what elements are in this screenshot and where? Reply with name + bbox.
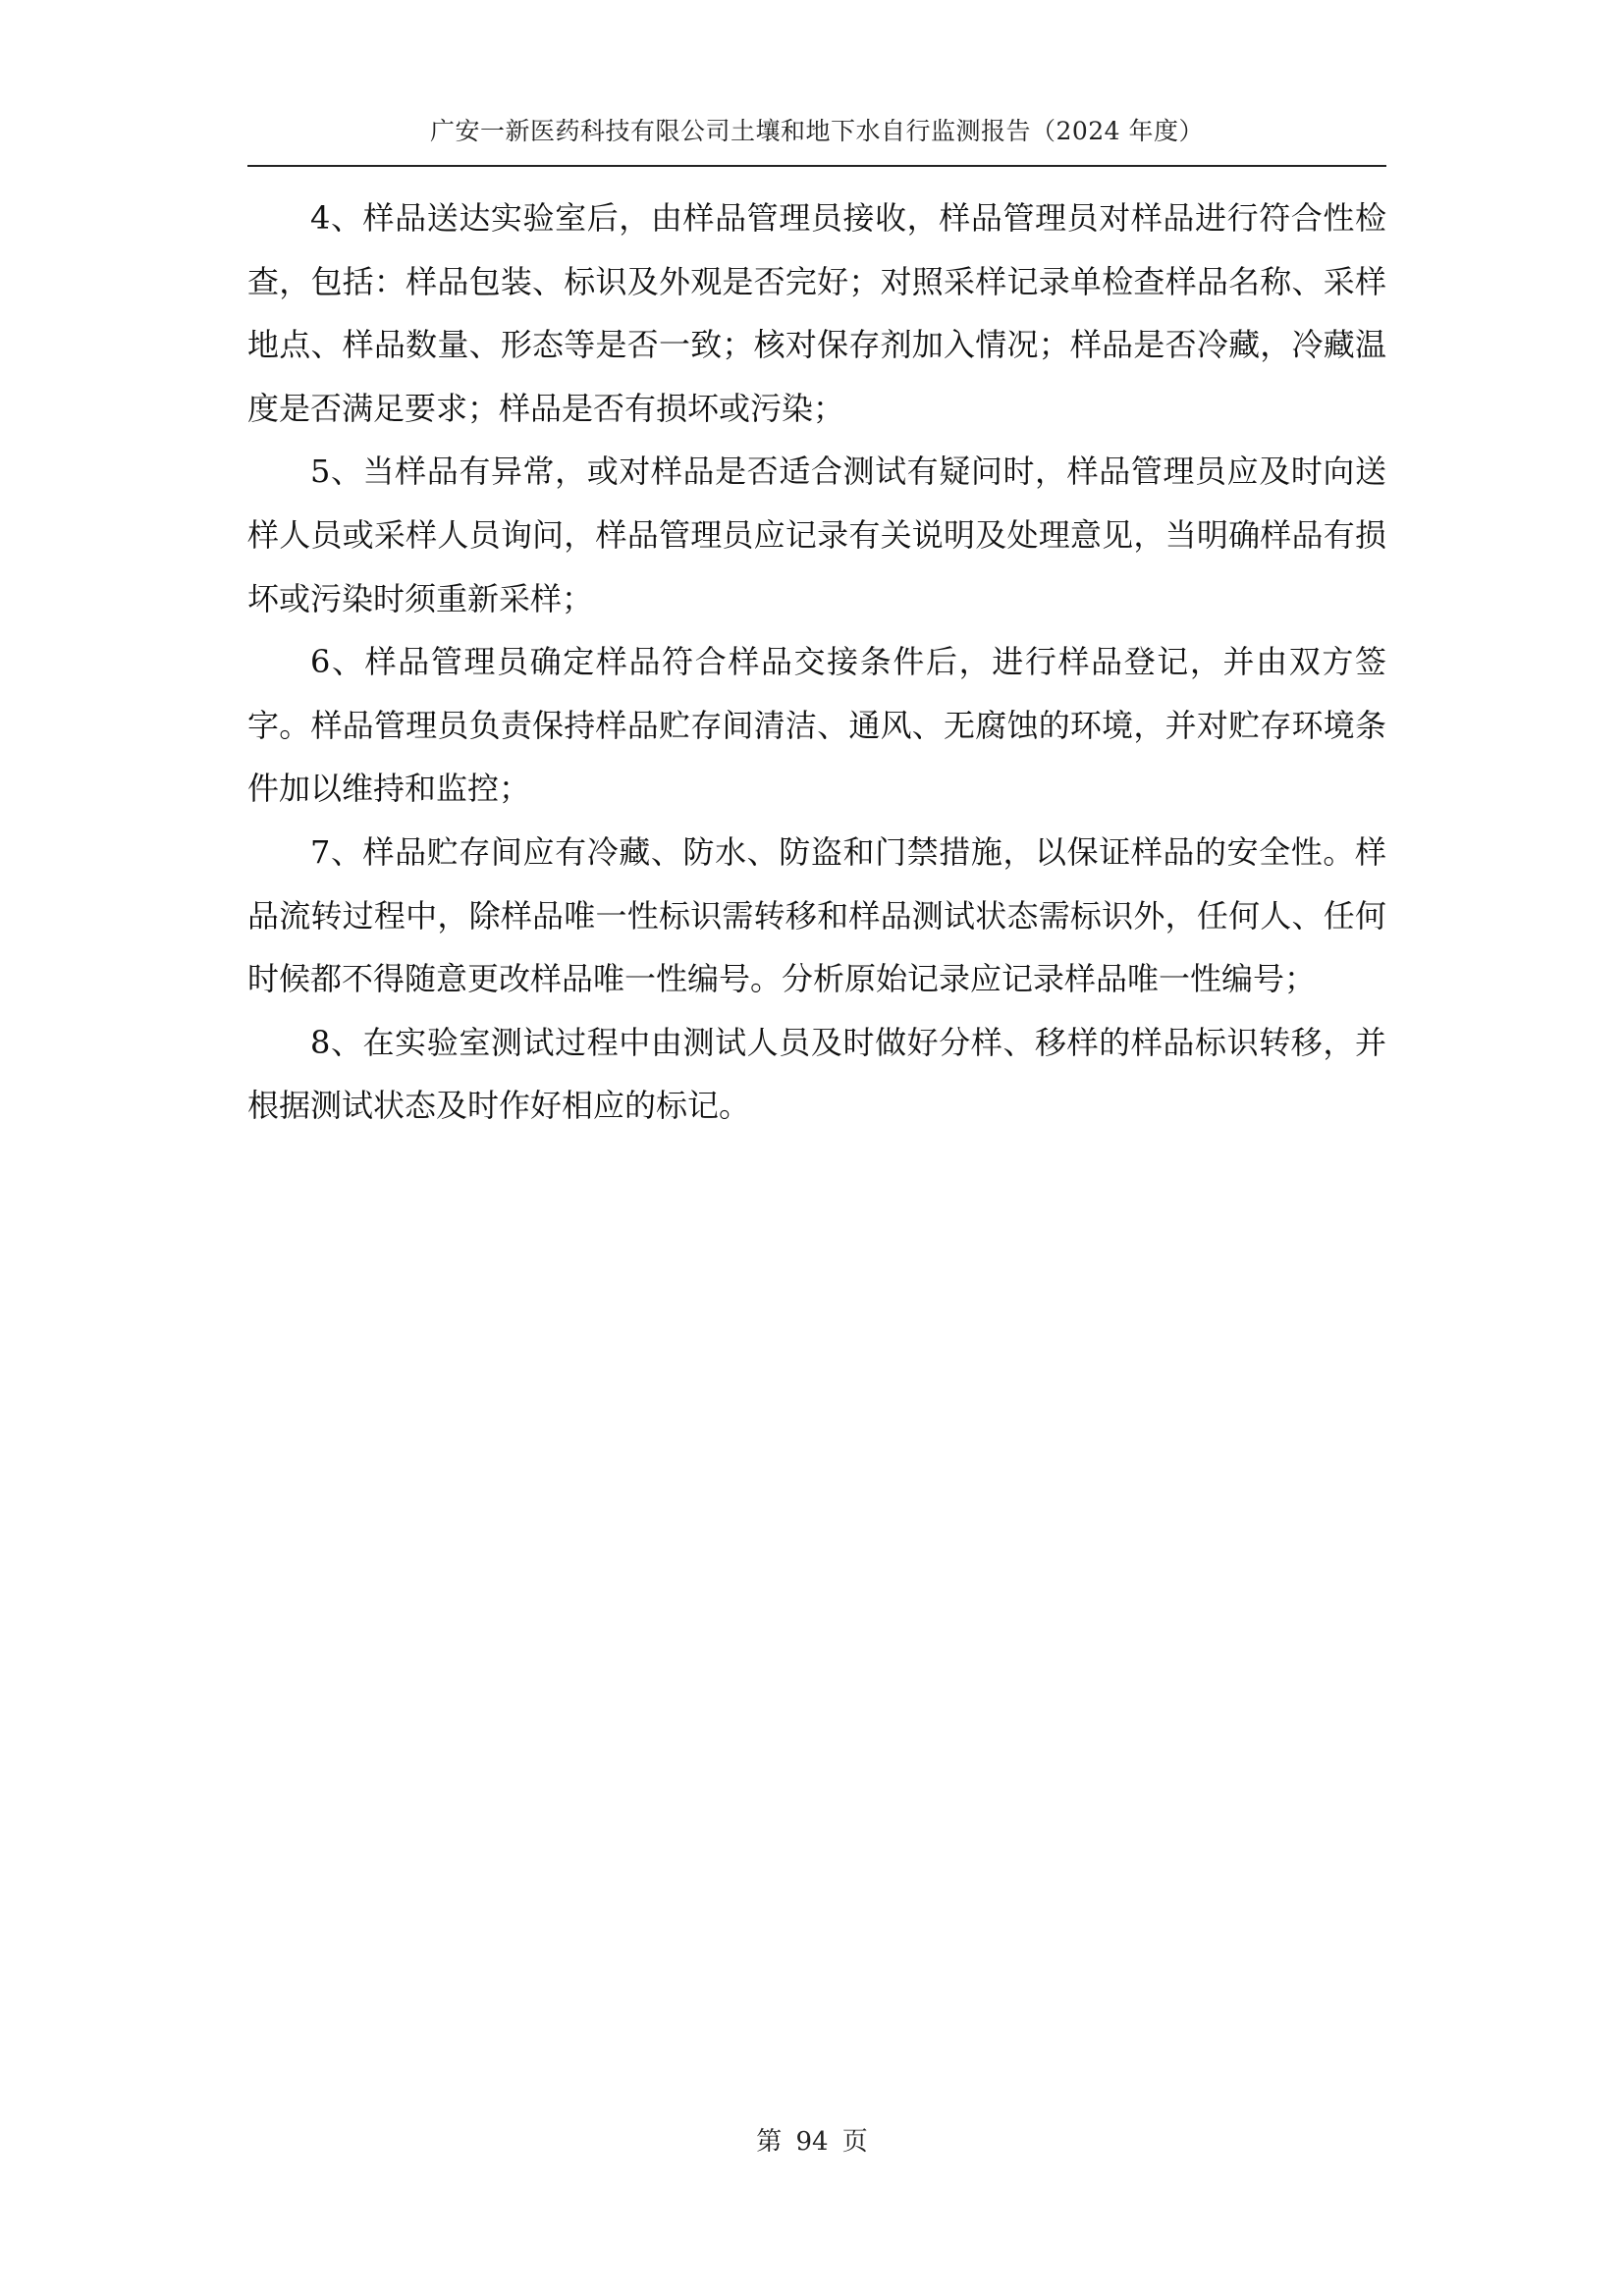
paragraph-item-5: 5、当样品有异常，或对样品是否适合测试有疑问时，样品管理员应及时向送样人员或采样人员询问，样品管理员应记录有关说明及处理意见，当明确样品有损坏或污染时须重新采样； [247,453,1386,617]
paragraph-item-7: 7、样品贮存间应有冷藏、防水、防盗和门禁措施，以保证样品的安全性。样品流转过程中，除样品唯一性标识需转移和样品测试状态需标识外，任何人、任何时候都不得随意更改样品唯一性编号。分析原始记录应记录样品唯一性编号； [247,832,1386,998]
paragraph-item-4: 4、样品送达实验室后，由样品管理员接收，样品管理员对样品进行符合性检查，包括：样品包装、标识及外观是否完好；对照采样记录单检查样品名称、采样地点、样品数量、形态等是否一致；核对保存剂加入情况；样品是否冷藏，冷藏温度是否满足要求；样品是否有损坏或污染； [247,199,1386,427]
page-number: 第 94 页 [756,2127,868,2157]
paragraph-item-6: 6、样品管理员确定样品符合样品交接条件后，进行样品登记，并由双方签字。样品管理员负责保持样品贮存间清洁、通风、无腐蚀的环境，并对贮存环境条件加以维持和监控； [247,643,1386,808]
page-header-title: 广安一新医药科技有限公司土壤和地下水自行监测报告（2024 年度） [429,117,1205,145]
header-divider [247,165,1386,167]
paragraph-item-8: 8、在实验室测试过程中由测试人员及时做好分样、移样的样品标识转移，并根据测试状态及时作好相应的标记。 [247,1023,1386,1125]
document-body [247,187,1386,1138]
